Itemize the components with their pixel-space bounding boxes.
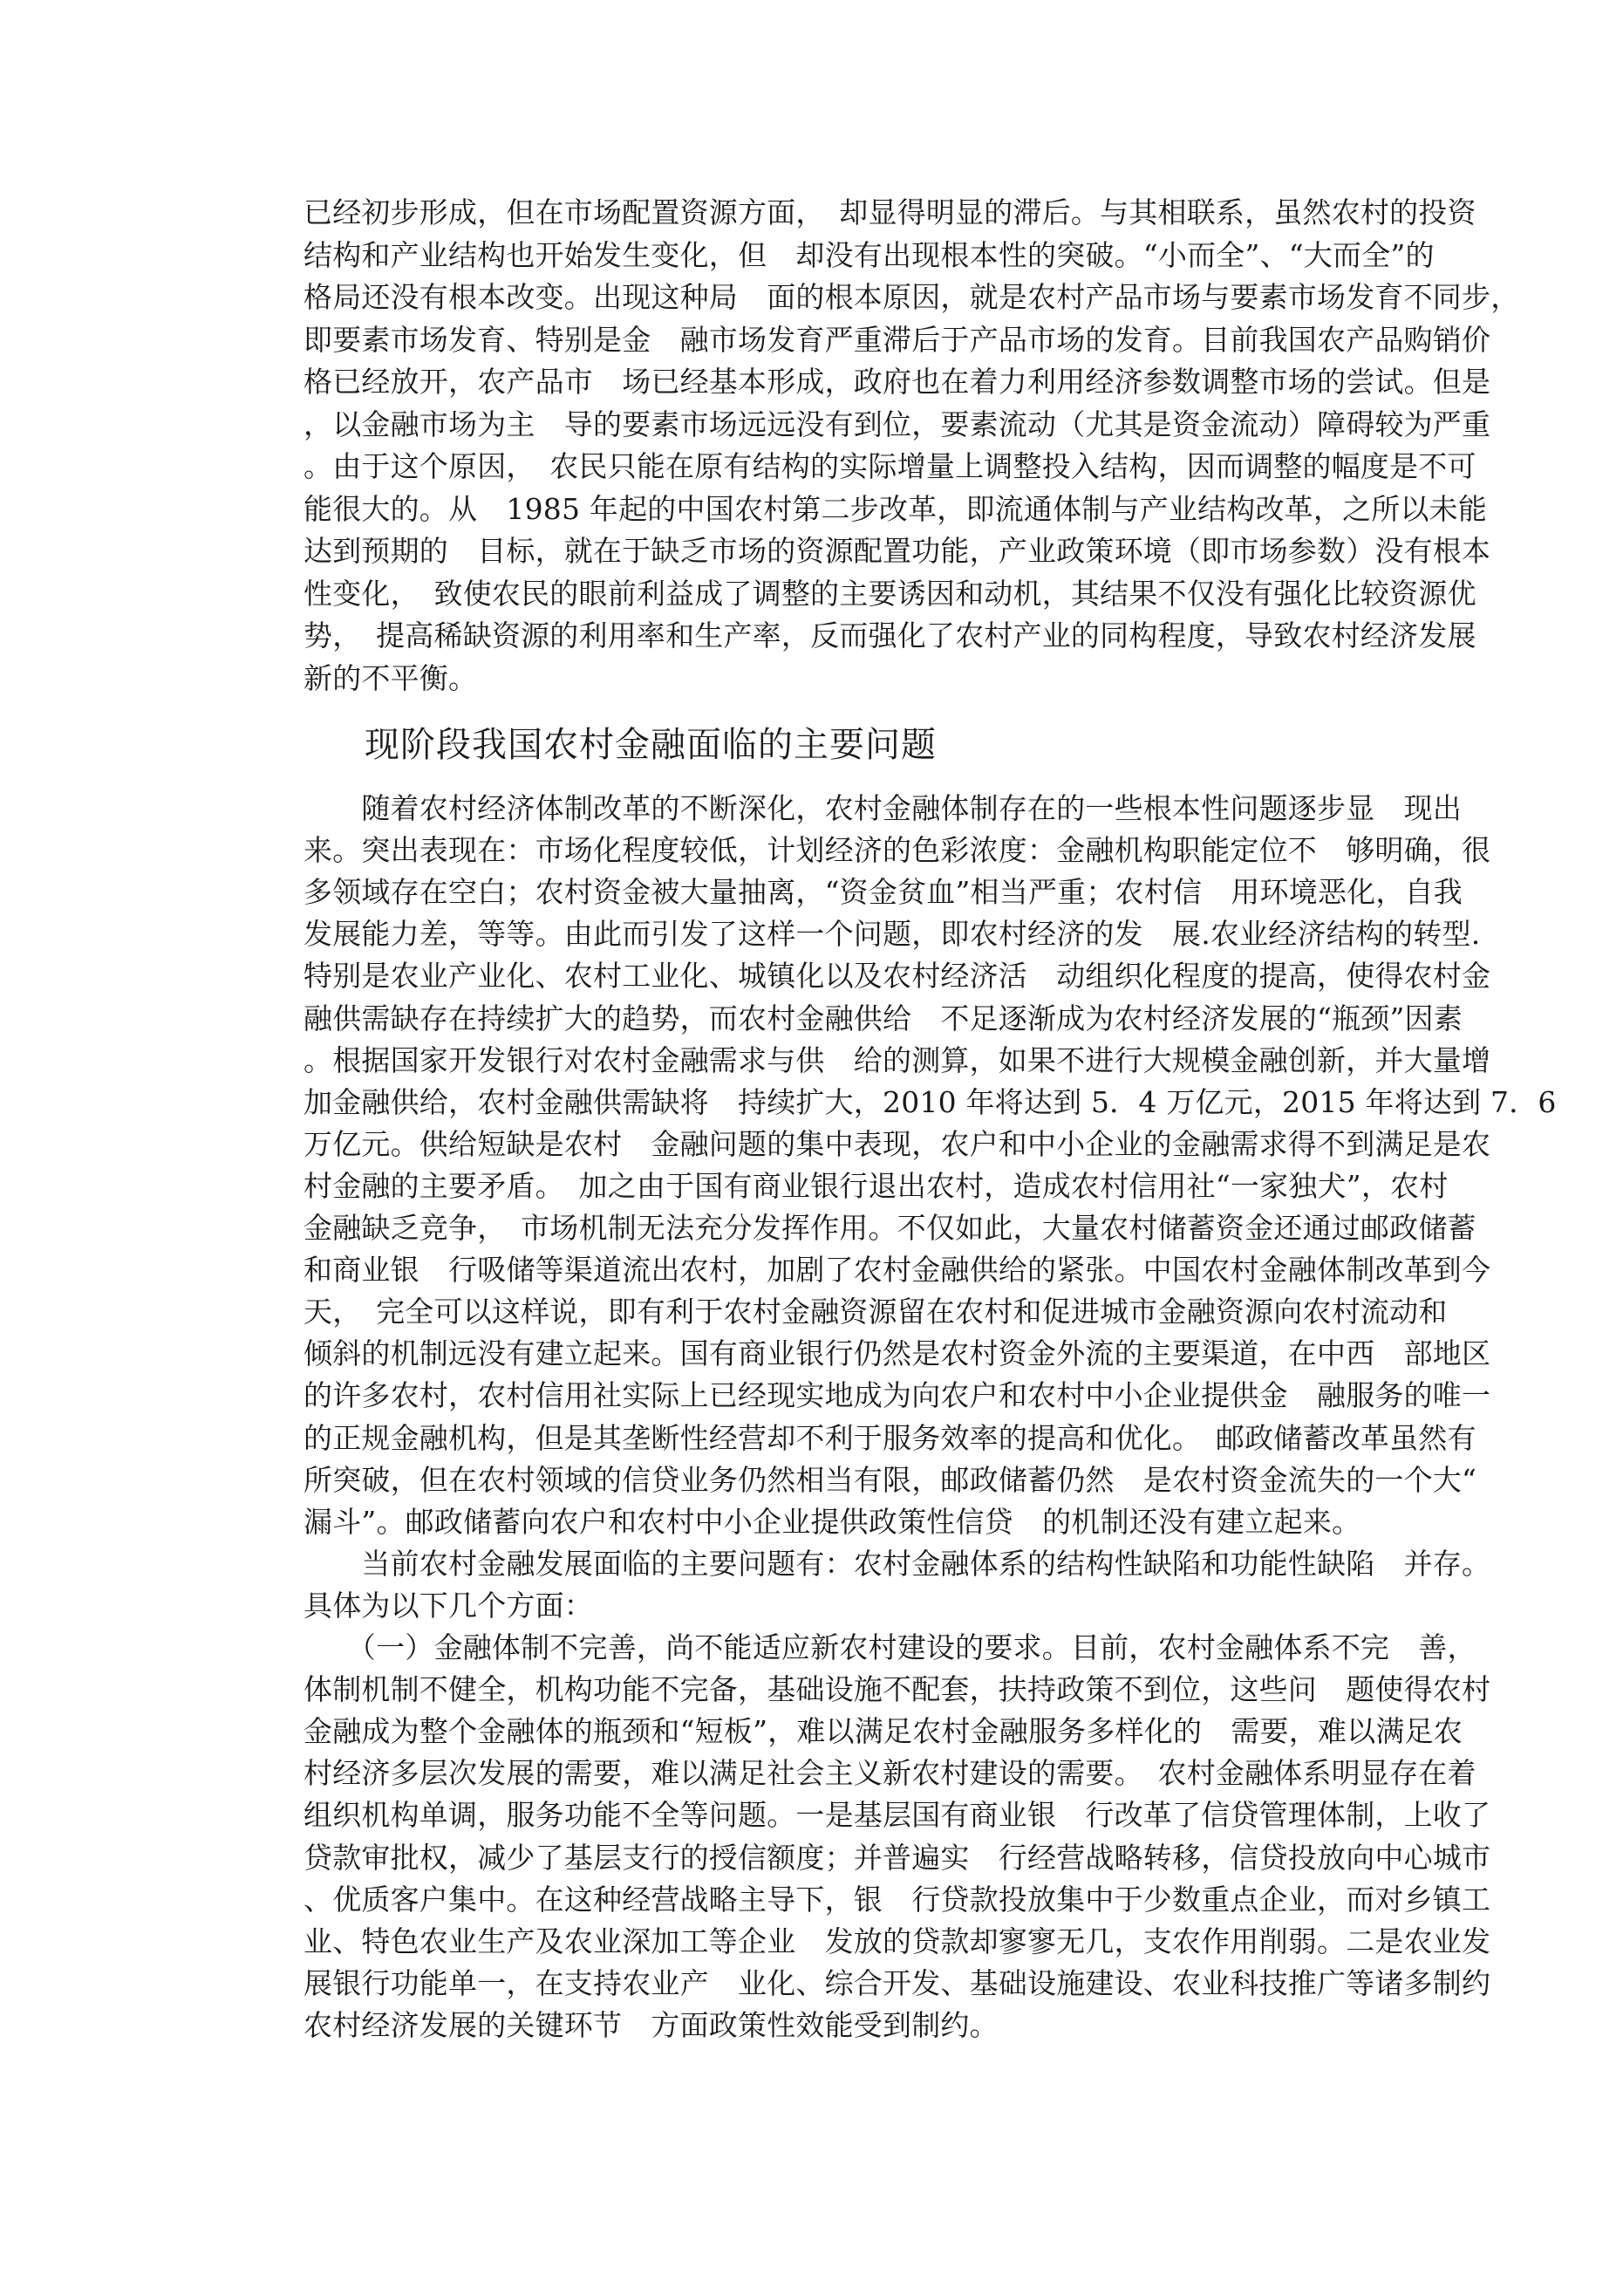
text-line: 具体为以下几个方面： [303,1588,593,1623]
text-line: 万亿元。供给短缺是农村 金融问题的集中表现，农户和中小企业的金融需求得不到满足是农 [303,1126,1491,1161]
text-line: 势， 提高稀缺资源的利用率和生产率，反而强化了农村产业的同构程度，导致农村经济发展 [303,618,1476,653]
text-line: 村金融的主要矛盾。 加之由于国有商业银行退出农村，造成农村信用社“一家独犬”，农村 [303,1168,1449,1203]
text-line: 性变化， 致使农民的眼前利益成了调整的主要诱因和动机，其结果不仅没有强化比较资源优 [303,576,1476,611]
text-line: 。由于这个原因， 农民只能在原有结构的实际增量上调整投入结构，因而调整的幅度是不可 [303,449,1476,483]
text-line: 组织机构单调，服务功能不全等问题。一是基层国有商业银 行改革了信贷管理体制，上收了 [303,1798,1491,1833]
text-line: 发展能力差，等等。由此而引发了这样一个问题，即农村经济的发 展.农业经济结构的转型. [303,917,1481,952]
text-line: 来。突出表现在：市场化程度较低，计划经济的色彩浓度：金融机构职能定位不 够明确，很 [303,833,1491,868]
text-line: 特别是农业产业化、农村工业化、城镇化以及农村经济活 动组织化程度的提高，使得农村金 [303,959,1491,994]
section-heading: 现阶段我国农村金融面临的主要问题 [365,725,937,765]
text-line: 贷款审批权，减少了基层支行的授信额度；并普遍实 行经营战略转移，信贷投放向中心城市 [303,1840,1491,1875]
text-line: 。根据国家开发银行对农村金融需求与供 给的测算，如果不进行大规模金融创新，并大量增 [303,1042,1491,1077]
text-line: 即要素市场发育、特别是金 融市场发育严重滞后于产品市场的发育。目前我国农产品购销价 [303,322,1491,357]
text-line: （一）金融体制不完善，尚不能适应新农村建设的要求。目前，农村金融体系不完 善， [303,1630,1476,1664]
text-line: 的正规金融机构，但是其垄断性经营却不利于服务效率的提高和优化。 邮政储蓄改革虽然有 [303,1420,1476,1455]
text-line: 已经初步形成，但在市场配置资源方面， 却显得明显的滞后。与其相联系，虽然农村的投资 [303,195,1476,229]
text-line: 体制机制不健全，机构功能不完备，基础设施不配套，扶持政策不到位，这些问 题使得农村 [303,1672,1491,1707]
text-line: 漏斗”。邮政储蓄向农户和农村中小企业提供政策性信贷 的机制还没有建立起来。 [303,1504,1361,1539]
text-line: 金融缺乏竞争， 市场机制无法充分发挥作用。不仅如此，大量农村储蓄资金还通过邮政储蓄 [303,1211,1476,1245]
text-line: 当前农村金融发展面临的主要问题有：农村金融体系的结构性缺陷和功能性缺陷 并存。 [303,1546,1491,1581]
text-line: ，以金融市场为主 导的要素市场远远没有到位，要素流动（尤其是资金流动）障碍较为严重 [303,407,1491,441]
text-line: 业、特色农业生产及农业深加工等企业 发放的贷款却寥寥无几，支农作用削弱。二是农业发 [303,1924,1491,1958]
text-line: 新的不平衡。 [303,660,478,695]
text-line: 农村经济发展的关键环节 方面政策性效能受到制约。 [303,2007,999,2042]
text-line: 的许多农村，农村信用社实际上已经现实地成为向农户和农村中小企业提供金 融服务的唯一 [303,1378,1491,1413]
text-line: 倾斜的机制远没有建立起来。国有商业银行仍然是农村资金外流的主要渠道，在中西 部地区 [303,1336,1491,1371]
text-line: 金融成为整个金融体的瓶颈和“短板”，难以满足农村金融服务多样化的 需要，难以满足农 [303,1714,1463,1749]
text-line: 天， 完全可以这样说，即有利于农村金融资源留在农村和促进城市金融资源向农村流动和 [303,1295,1448,1329]
text-line: 随着农村经济体制改革的不断深化，农村金融体制存在的一些根本性问题逐步显 现出 [303,791,1462,825]
text-line: 多领域存在空白；农村资金被大量抽离，“资金贫血”相当严重；农村信 用环境恶化，自我 [303,875,1463,910]
text-line: 结构和产业结构也开始发生变化，但 却没有出现根本性的突破。“小而全”、“大而全”的 [303,237,1435,272]
text-line: 所突破，但在农村领域的信贷业务仍然相当有限，邮政储蓄仍然 是农村资金流失的一个大“ [303,1462,1477,1497]
text-line: 、优质客户集中。在这种经营战略主导下，银 行贷款投放集中于少数重点企业，而对乡镇工 [303,1882,1491,1917]
text-line: 融供需缺存在持续扩大的趋势，而农村金融供给 不足逐渐成为农村经济发展的“瓶颈”因素 [303,1001,1463,1035]
text-line: 达到预期的 目标，就在于缺乏市场的资源配置功能，产业政策环境（即市场参数）没有根本 [303,534,1491,568]
text-line: 村经济多层次发展的需要，难以满足社会主义新农村建设的需要。 农村金融体系明显存在着 [303,1756,1476,1791]
text-line: 加金融供给，农村金融供需缺将 持续扩大，2010 年将达到 5．4 万亿元，2015 年将达到 7．6 [303,1084,1557,1119]
text-line: 和商业银 行吸储等渠道流出农村，加剧了农村金融供给的紧张。中国农村金融体制改革到今 [303,1253,1491,1288]
text-line: 展银行功能单一，在支持农业产 业化、综合开发、基础设施建设、农业科技推广等诸多制约 [303,1965,1491,2000]
text-line: 格已经放开，农产品市 场已经基本形成，政府也在着力利用经济参数调整市场的尝试。但是 [303,365,1491,399]
text-line: 格局还没有根本改变。出现这种局 面的根本原因，就是农村产品市场与要素市场发育不同步， [303,280,1520,314]
text-line: 能很大的。从 1985 年起的中国农村第二步改革，即流通体制与产业结构改革，之所以未能 [303,491,1488,526]
